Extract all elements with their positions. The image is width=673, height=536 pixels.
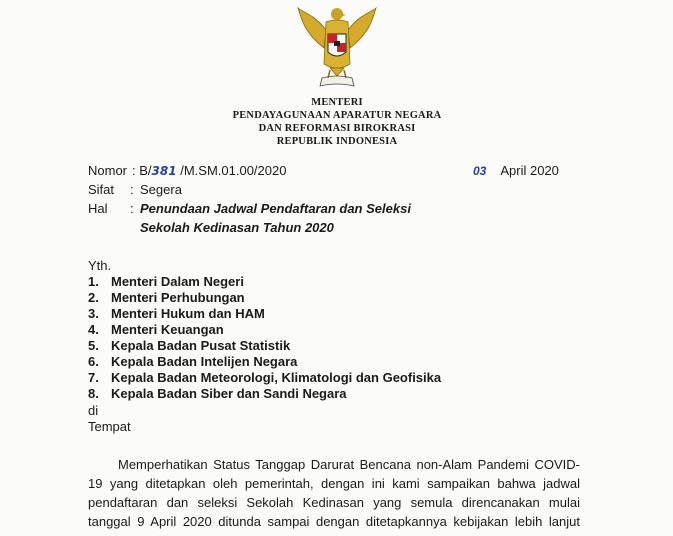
list-number: 7. bbox=[88, 370, 99, 385]
letterhead-line: PENDAYAGUNAAN APARATUR NEGARA bbox=[232, 110, 442, 121]
hal-row-2 bbox=[140, 220, 334, 236]
hal-label: Hal bbox=[88, 201, 108, 216]
recipient-name: Menteri Keuangan bbox=[111, 322, 224, 337]
recipient-name: Menteri Dalam Negeri bbox=[111, 274, 244, 289]
list-item bbox=[88, 370, 441, 386]
list-item bbox=[88, 322, 441, 338]
sifat-label: Sifat bbox=[88, 182, 115, 197]
list-item bbox=[88, 290, 441, 306]
hal-line-1: Penundaan Jadwal Pendaftaran dan Seleksi bbox=[140, 201, 411, 216]
letter-date bbox=[473, 163, 559, 178]
colon: : bbox=[132, 163, 136, 178]
recipient-name: Kepala Badan Meteorologi, Klimatologi dan Geofisika bbox=[111, 370, 442, 385]
body-line: Memperhatikan Status Tanggap Darurat Bencana non-Alam Pandemi COVID- bbox=[118, 457, 580, 472]
nomor-row bbox=[88, 163, 286, 179]
letterhead-line: MENTERI bbox=[311, 97, 363, 108]
recipient-list bbox=[88, 274, 441, 402]
sifat-value: Segera bbox=[140, 182, 182, 197]
nomor-label: Nomor bbox=[88, 163, 128, 178]
recipient-name: Kepala Badan Siber dan Sandi Negara bbox=[111, 386, 347, 401]
list-number: 8. bbox=[88, 386, 99, 401]
hal-row bbox=[88, 201, 411, 217]
list-item bbox=[88, 386, 441, 402]
letterhead-line: REPUBLIK INDONESIA bbox=[276, 136, 398, 147]
body-line: pendaftaran dan seleksi Sekolah Kedinasan yang semula direncanakan mulai bbox=[88, 495, 580, 510]
body-line: tanggal 9 April 2020 ditunda sampai dengan ditetapkannya kebijakan lebih lanjut bbox=[88, 514, 580, 529]
body-paragraph bbox=[88, 455, 580, 531]
recipient-name: Menteri Perhubungan bbox=[111, 290, 245, 305]
letterhead-line: DAN REFORMASI BIROKRASI bbox=[258, 123, 416, 134]
garuda-emblem-icon bbox=[296, 4, 378, 92]
list-number: 4. bbox=[88, 322, 99, 337]
nomor-suffix: /M.SM.01.00/2020 bbox=[180, 163, 287, 178]
list-number: 5. bbox=[88, 338, 99, 353]
hal-line-2: Sekolah Kedinasan Tahun 2020 bbox=[140, 220, 334, 235]
nomor-handwritten: 381 bbox=[151, 164, 177, 178]
colon: : bbox=[130, 201, 134, 216]
list-number: 3. bbox=[88, 306, 99, 321]
list-number: 2. bbox=[88, 290, 99, 305]
date-day-handwritten: 03 bbox=[473, 164, 487, 178]
date-month-year: April 2020 bbox=[500, 163, 559, 178]
nomor-prefix: B/ bbox=[139, 163, 152, 178]
list-item bbox=[88, 338, 441, 354]
tempat-label: Tempat bbox=[88, 419, 131, 434]
list-number: 1. bbox=[88, 274, 99, 289]
sifat-row bbox=[88, 182, 182, 198]
letterhead bbox=[170, 96, 504, 148]
recipient-name: Kepala Badan Intelijen Negara bbox=[111, 354, 298, 369]
list-number: 6. bbox=[88, 354, 99, 369]
list-item bbox=[88, 354, 441, 370]
body-line: 19 yang ditetapkan oleh pemerintah, dengan ini kami sampaikan bahwa jadwal bbox=[88, 476, 580, 491]
list-item bbox=[88, 274, 441, 290]
di-label: di bbox=[88, 403, 99, 418]
recipient-name: Menteri Hukum dan HAM bbox=[111, 306, 265, 321]
greeting: Yth. bbox=[88, 258, 112, 273]
recipient-name: Kepala Badan Pusat Statistik bbox=[111, 338, 291, 353]
list-item bbox=[88, 306, 441, 322]
colon: : bbox=[130, 182, 134, 197]
